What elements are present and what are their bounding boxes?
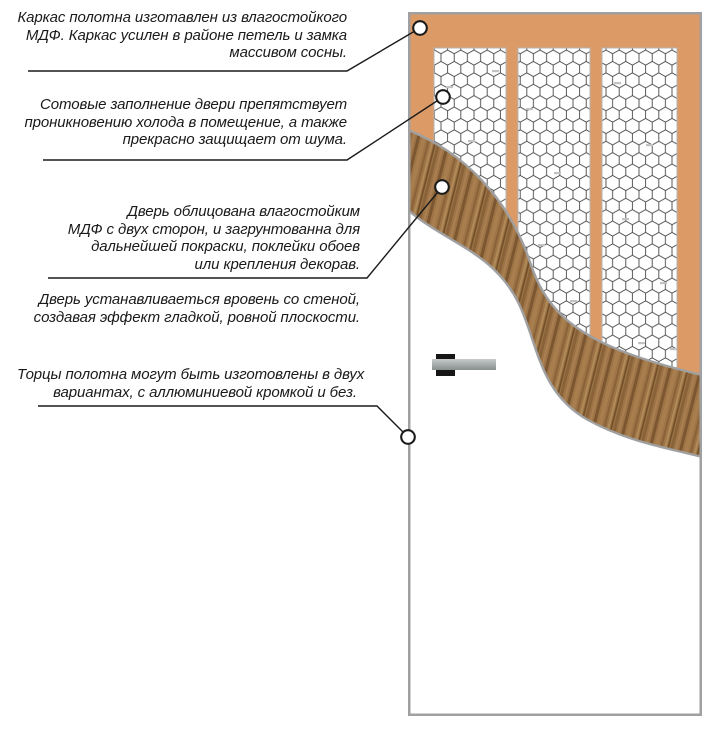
- leader-line-edges: [38, 406, 408, 437]
- annotation-honeycomb: [7, 96, 347, 149]
- annotation-line: вариантах, с аллюминиевой кромкой и без.: [53, 383, 357, 401]
- annotation-line: или крепления декорав.: [194, 255, 360, 273]
- annotation-edges: [17, 366, 365, 401]
- annotation-line: Сотовые заполнение двери препятствует: [40, 96, 347, 113]
- door-svg: [408, 12, 702, 716]
- annotation-flush-mount: [20, 291, 360, 326]
- annotation-line: прекрасно защищает от шума.: [122, 131, 347, 148]
- annotation-line: Дверь устанавливаеться вровень со стеной,: [38, 291, 360, 308]
- annotation-line: Торцы полотна могут быть изготовлены в двух: [17, 366, 365, 383]
- annotation-frame: [7, 9, 347, 62]
- handle-lever: [432, 359, 496, 370]
- annotation-line: Дверь облицована влагостойким: [127, 203, 360, 220]
- annotation-facing: [20, 203, 360, 273]
- annotation-line: создавая эффект гладкой, ровной плоскости.: [33, 308, 360, 326]
- annotation-line: массивом сосны.: [229, 44, 347, 61]
- annotation-line: проникновению холода в помещение, а также: [24, 113, 347, 131]
- annotation-line: МДФ с двух сторон, и загрунтованна для: [67, 220, 360, 238]
- annotation-line: Каркас полотна изготавлен из влагостойкого: [17, 9, 347, 26]
- annotation-line: МДФ. Каркас усилен в районе петель и замка: [25, 26, 347, 44]
- annotation-line: дальнейшей покраски, поклейки обоев: [91, 238, 360, 255]
- door-illustration: [408, 12, 702, 716]
